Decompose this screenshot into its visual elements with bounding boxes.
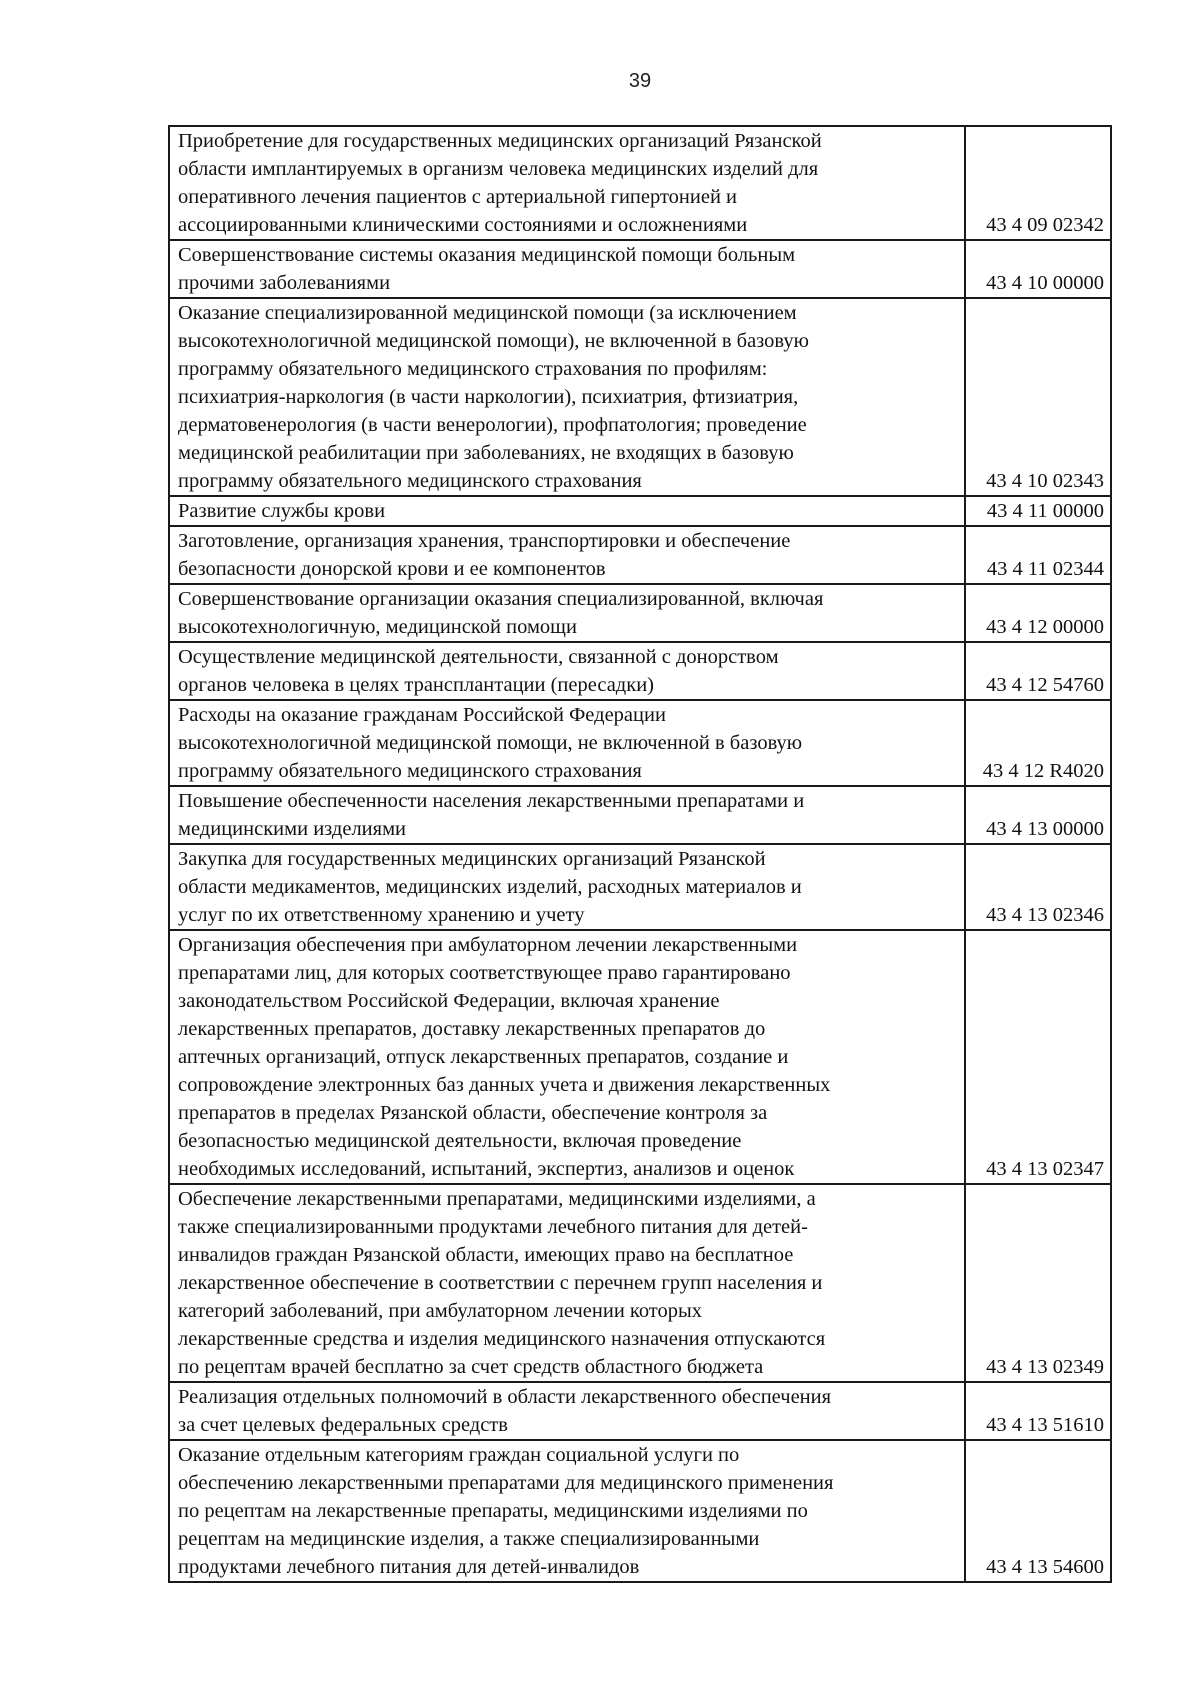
row-code: 43 4 10 02343 [965,298,1111,496]
row-name: Совершенствование системы оказания медицинской помощи больным прочими заболеваниями [169,240,965,298]
row-code: 43 4 09 02342 [965,126,1111,240]
row-name: Оказание отдельным категориям граждан социальной услуги по обеспечению лекарственными препаратами для медицинского применения по рецептам на лекарственные препараты, медицинскими изделиями по рецептам на медицинские изделия, а также специализированными продуктами лечебного питания для детей-инвалидов [169,1440,965,1582]
table-row [169,1440,1111,1582]
row-code: 43 4 13 51610 [965,1382,1111,1440]
page-number: 39 [628,70,652,92]
row-code: 43 4 12 00000 [965,584,1111,642]
table-row [169,1382,1111,1440]
table-row [169,584,1111,642]
table-row [169,496,1111,526]
table-row [169,126,1111,240]
table-row [169,930,1111,1184]
row-code: 43 4 13 02347 [965,930,1111,1184]
row-name: Повышение обеспеченности населения лекарственными препаратами и медицинскими изделиями [169,786,965,844]
row-name: Организация обеспечения при амбулаторном лечении лекарственными препаратами лиц, для которых соответствующее право гарантировано законодательством Российской Федерации, включая хранение лекарственных препаратов, доставку лекарственных препаратов до аптечных организаций, отпуск лекарственных препаратов, создание и сопровождение электронных баз данных учета и движения лекарственных препаратов в пределах Рязанской области, обеспечение контроля за безопасностью медицинской деятельности, включая проведение необходимых исследований, испытаний, экспертиз, анализов и оценок [169,930,965,1184]
row-name: Расходы на оказание гражданам Российской Федерации высокотехнологичной медицинской помощи, не включенной в базовую программу обязательного медицинского страхования [169,700,965,786]
row-code: 43 4 13 00000 [965,786,1111,844]
table-row [169,298,1111,496]
row-name: Развитие службы крови [169,496,965,526]
row-code: 43 4 11 00000 [965,496,1111,526]
row-name: Приобретение для государственных медицинских организаций Рязанской области имплантируемых в организм человека медицинских изделий для оперативного лечения пациентов с артериальной гипертонией и ассоциированными клиническими состояниями и осложнениями [169,126,965,240]
row-code: 43 4 13 02346 [965,844,1111,930]
table-row [169,786,1111,844]
row-name: Осуществление медицинской деятельности, связанной с донорством органов человека в целях трансплантации (пересадки) [169,642,965,700]
row-name: Совершенствование организации оказания специализированной, включая высокотехнологичную, медицинской помощи [169,584,965,642]
row-code: 43 4 12 R4020 [965,700,1111,786]
table-row [169,844,1111,930]
row-name: Обеспечение лекарственными препаратами, медицинскими изделиями, а также специализированными продуктами лечебного питания для детей- инвалидов граждан Рязанской области, имеющих право на бесплатное лекарственное обеспечение в соответствии с перечнем групп населения и категорий заболеваний, при амбулаторном лечении которых лекарственные средства и изделия медицинского назначения отпускаются по рецептам врачей бесплатно за счет средств областного бюджета [169,1184,965,1382]
row-name: Оказание специализированной медицинской помощи (за исключением высокотехнологичной медицинской помощи), не включенной в базовую программу обязательного медицинского страхования по профилям: психиатрия-наркология (в части наркологии), психиатрия, фтизиатрия, дерматовенерология (в части венерологии), профпатология; проведение медицинской реабилитации при заболеваниях, не входящих в базовую программу обязательного медицинского страхования [169,298,965,496]
table-row [169,700,1111,786]
row-name: Заготовление, организация хранения, транспортировки и обеспечение безопасности донорской крови и ее компонентов [169,526,965,584]
table-row [169,642,1111,700]
budget-classification-table [168,125,1112,1583]
row-name: Закупка для государственных медицинских организаций Рязанской области медикаментов, медицинских изделий, расходных материалов и услуг по их ответственному хранению и учету [169,844,965,930]
row-code: 43 4 12 54760 [965,642,1111,700]
table-row [169,240,1111,298]
row-code: 43 4 13 54600 [965,1440,1111,1582]
row-code: 43 4 11 02344 [965,526,1111,584]
row-code: 43 4 10 00000 [965,240,1111,298]
row-code: 43 4 13 02349 [965,1184,1111,1382]
table-row [169,1184,1111,1382]
table-row [169,526,1111,584]
row-name: Реализация отдельных полномочий в области лекарственного обеспечения за счет целевых федеральных средств [169,1382,965,1440]
